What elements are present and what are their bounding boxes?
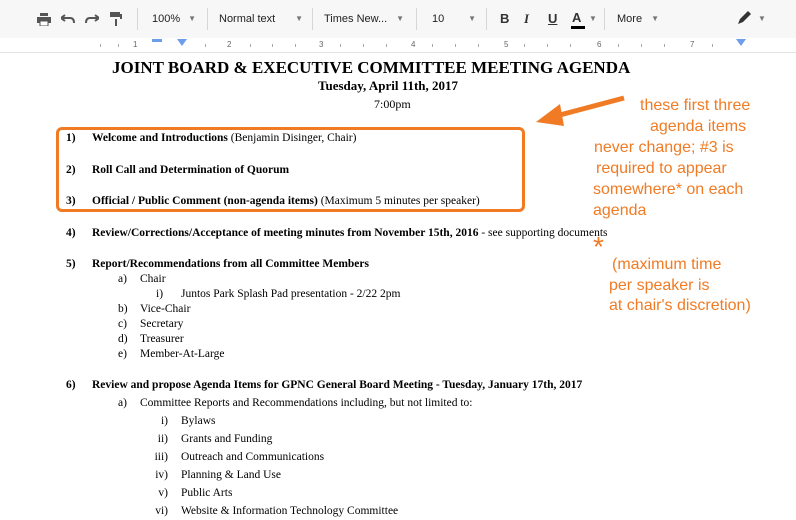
more-label: More [617, 13, 643, 25]
committee-grants: Grants and Funding [181, 433, 273, 445]
highlight-box [56, 127, 525, 212]
pencil-icon [736, 10, 752, 26]
style-value: Normal text [219, 13, 276, 25]
agenda-item-6: Review and propose Agenda Items for GPNC General Board Meeting - Tuesday, January 17th, 2017 [92, 379, 583, 391]
chevron-down-icon: ▼ [589, 14, 597, 23]
committee-planning: Planning & Land Use [181, 469, 281, 481]
sub-roman: ii) [157, 433, 168, 445]
sub-letter: e) [118, 348, 127, 360]
sub-item-member-at-large: Member-At-Large [140, 348, 225, 360]
font-select[interactable] [324, 12, 404, 26]
committee-bylaws: Bylaws [181, 415, 216, 427]
sub-item-chair: Chair [140, 273, 166, 285]
ruler-number: 5 [504, 40, 509, 49]
sub-letter: b) [118, 303, 128, 315]
more-button[interactable] [617, 12, 659, 26]
item-number: 5) [66, 258, 76, 270]
item-number: 1) [66, 132, 76, 144]
sub-item-vice-chair: Vice-Chair [140, 303, 191, 315]
note-line: at chair's discretion) [609, 297, 751, 314]
chevron-down-icon: ▼ [468, 14, 476, 23]
redo-icon[interactable] [82, 9, 102, 29]
note-line: (maximum time [612, 256, 722, 273]
agenda-item-4: Review/Corrections/Acceptance of meeting minutes from November 15th, 2016 - see supporting documents [92, 227, 608, 239]
note-line: these first three [640, 97, 751, 114]
ruler-number: 2 [227, 40, 232, 49]
paint-format-icon[interactable] [106, 9, 126, 29]
ruler-number: 7 [690, 40, 695, 49]
sub-roman: i) [156, 288, 164, 300]
sub-roman: iv) [155, 469, 168, 481]
agenda-item-5: Report/Recommendations from all Committee Members [92, 258, 369, 270]
committee-outreach: Outreach and Communications [181, 451, 325, 463]
underline-button[interactable]: U [548, 11, 558, 26]
ruler-number: 6 [597, 40, 602, 49]
sub-letter: c) [118, 318, 127, 330]
sub-letter: a) [118, 397, 127, 409]
text-color-label: A [572, 10, 582, 25]
meeting-date: Tuesday, April 11th, 2017 [318, 78, 459, 93]
ruler-number: 1 [133, 40, 138, 49]
sub-roman: iii) [154, 451, 168, 463]
sub-letter: a) [118, 273, 127, 285]
note-line: somewhere* on each [593, 181, 744, 198]
zoom-select[interactable] [152, 12, 196, 26]
zoom-value: 100% [152, 13, 181, 25]
note-line: per speaker is [609, 277, 710, 294]
font-value: Times New... [324, 13, 388, 25]
chevron-down-icon: ▼ [758, 14, 766, 23]
note-line: agenda items [650, 118, 747, 135]
font-size-value: 10 [432, 13, 445, 25]
ruler[interactable] [0, 38, 796, 53]
formatting-toolbar [0, 0, 796, 39]
ruler-number: 4 [411, 40, 416, 49]
font-size-select[interactable] [432, 12, 476, 26]
sub-item-treasurer: Treasurer [140, 333, 184, 345]
sub-item-committee-reports: Committee Reports and Recommendations including, but not limited to: [140, 397, 473, 409]
right-indent-icon[interactable] [736, 39, 746, 46]
meeting-time: 7:00pm [374, 97, 411, 111]
italic-button[interactable]: I [524, 11, 530, 26]
item-number: 3) [66, 195, 76, 207]
note-line: agenda [593, 202, 647, 219]
text-color-button[interactable] [570, 9, 596, 31]
agenda-item-1: Welcome and Introductions (Benjamin Disinger, Chair) [92, 132, 357, 144]
asterisk-mark: * [593, 231, 604, 262]
item-number: 4) [66, 227, 76, 239]
chevron-down-icon: ▼ [651, 14, 659, 23]
note-line: required to appear [596, 160, 727, 177]
agenda-item-3: Official / Public Comment (non-agenda items) (Maximum 5 minutes per speaker) [92, 195, 480, 207]
chevron-down-icon: ▼ [396, 14, 404, 23]
sub-item-secretary: Secretary [140, 318, 184, 330]
chevron-down-icon: ▼ [188, 14, 196, 23]
print-icon[interactable] [34, 9, 54, 29]
sub-roman: vi) [155, 505, 168, 517]
undo-icon[interactable] [58, 9, 78, 29]
style-select[interactable] [219, 12, 303, 26]
first-line-indent-marker[interactable] [152, 39, 162, 42]
chevron-down-icon: ▼ [295, 14, 303, 23]
editing-mode-button[interactable] [736, 10, 768, 28]
agenda-title: JOINT BOARD & EXECUTIVE COMMITTEE MEETING AGENDA [112, 58, 631, 77]
sub-roman: v) [158, 487, 168, 499]
sub-item-splash-pad: Juntos Park Splash Pad presentation - 2/22 2pm [181, 288, 401, 300]
agenda-item-2: Roll Call and Determination of Quorum [92, 164, 290, 176]
item-number: 2) [66, 164, 76, 176]
arrow-icon [534, 92, 626, 132]
sub-letter: d) [118, 333, 128, 345]
ruler-number: 3 [319, 40, 324, 49]
left-indent-icon[interactable] [177, 39, 187, 46]
note-line: never change; #3 is [594, 139, 734, 156]
committee-website: Website & Information Technology Committee [181, 505, 399, 517]
committee-public-arts: Public Arts [181, 487, 233, 499]
bold-button[interactable]: B [500, 11, 510, 26]
text-color-swatch [571, 26, 585, 29]
sub-roman: i) [160, 415, 168, 427]
item-number: 6) [66, 379, 76, 391]
